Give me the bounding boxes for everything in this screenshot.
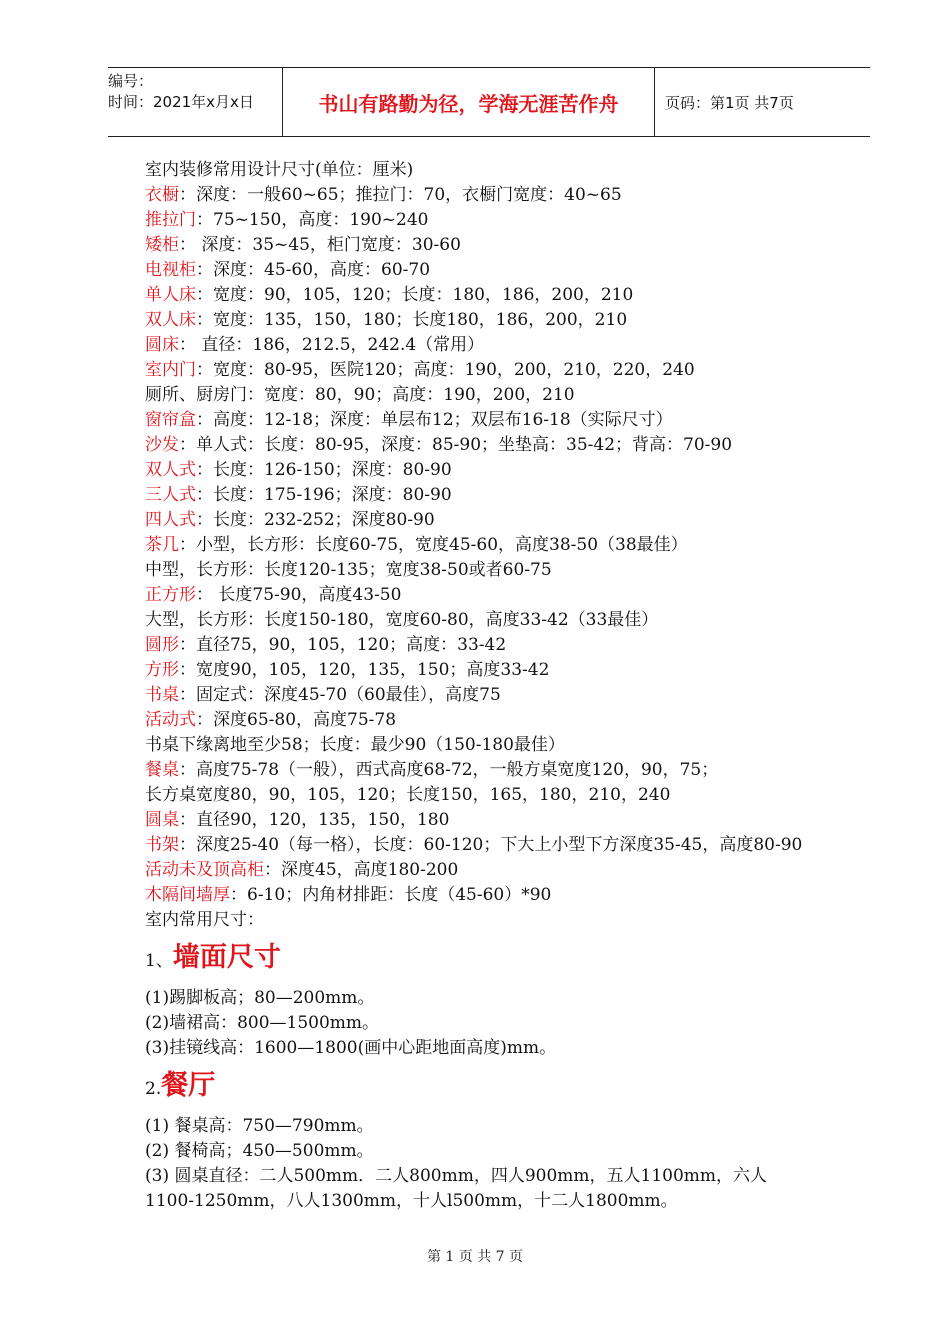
dimension-line [145,658,813,683]
header-meta [108,68,283,136]
item-text: ： 长度75-90，高度43-50 [196,585,402,605]
item-text: ：单人式：长度：80-95，深度：85-90；坐垫高：35-42；背高：70-90 [179,435,733,455]
item-text: ：固定式：深度45-70（60最佳），高度75 [179,685,501,705]
dimension-line [145,483,813,508]
section-number: 2. [145,1079,162,1099]
dimension-line [145,458,813,483]
dimension-line [145,183,813,208]
list-item: (2)墙裙高：800—1500mm。 [145,1013,380,1033]
item-label: 茶几 [145,535,179,555]
dimension-line [145,833,813,858]
section-heading-dining [145,1067,813,1108]
item-text: 书桌下缘离地至少58；长度：最少90（150-180最佳） [145,735,565,755]
section-title: 餐厅 [161,1070,216,1101]
item-label: 室内门 [145,360,196,380]
item-text: ：深度65-80，高度75-78 [196,710,397,730]
item-label: 双人床 [145,310,196,330]
page-footer: 第 1 页 共 7 页 [426,1249,524,1265]
dimension-line [145,233,813,258]
item-text: ：75~150，高度：190~240 [196,210,429,230]
dimension-line [145,808,813,833]
item-label: 正方形 [145,585,196,605]
item-text: ： 直径：186，212.5，242.4（常用） [179,335,485,355]
dimension-line [145,408,813,433]
item-label: 方形 [145,660,179,680]
dimension-line [145,608,813,633]
item-label: 圆桌 [145,810,179,830]
section-title: 墙面尺寸 [172,942,281,973]
item-text: ：宽度：135，150，180；长度180，186，200，210 [196,310,628,330]
dimension-line [145,283,813,308]
item-label: 书桌 [145,685,179,705]
dimension-line [145,583,813,608]
dimension-list [145,158,813,933]
item-label: 电视柜 [145,260,196,280]
header-page-info: 页码：第1页 共7页 [665,93,794,112]
header-motto: 书山有路勤为径，学海无涯苦作舟 [283,68,655,136]
dimension-line [145,708,813,733]
item-label: 活动未及顶高柜 [145,860,264,880]
item-text: ：宽度90，105，120，135，150；高度33-42 [179,660,550,680]
list-item: (2) 餐椅高；450—500mm。 [145,1141,374,1161]
dimension-line [145,683,813,708]
item-label: 四人式 [145,510,196,530]
dimension-line [145,908,813,933]
dimension-line [145,308,813,333]
item-label: 圆形 [145,635,179,655]
list-item: (3)挂镜线高：1600—1800(画中心距地面高度)mm。 [145,1038,557,1058]
item-label: 活动式 [145,710,196,730]
item-label: 矮柜 [145,235,179,255]
document-body [145,158,813,1214]
item-label: 推拉门 [145,210,196,230]
dimension-line [145,158,813,183]
item-text: ：宽度：90，105，120；长度：180，186，200，210 [196,285,634,305]
item-label: 书架 [145,835,179,855]
dimension-line [145,783,813,808]
serial-label: 编号： [108,72,154,90]
item-label: 圆床 [145,335,179,355]
item-text: 长方桌宽度80，90，105，120；长度150，165，180，210，240 [145,785,671,805]
dimension-line [145,733,813,758]
list-item: (3) 圆桌直径：二人500mm．二人800mm，四人900mm，五人1100mm，六人1100-1250mm，八人1300mm，十人l500mm，十二人1800mm。 [145,1166,768,1211]
time-label: 时间：2021年x月x日 [108,93,254,111]
item-text: ：深度：45-60，高度：60-70 [196,260,431,280]
dimension-line [145,508,813,533]
dimension-line [145,258,813,283]
page-header [108,67,870,137]
item-text: ：长度：232-252；深度80-90 [196,510,435,530]
section-heading-wall [145,939,813,980]
list-item: (1) 餐桌高：750—790mm。 [145,1116,374,1136]
item-label: 餐桌 [145,760,179,780]
item-text: ：高度：12-18；深度：单层布12；双层布16-18（实际尺寸） [196,410,673,430]
item-text: ：小型，长方形：长度60-75，宽度45-60，高度38-50（38最佳） [179,535,688,555]
dimension-line [145,383,813,408]
item-label: 单人床 [145,285,196,305]
item-text: ：高度75-78（一般），西式高度68-72，一般方桌宽度120，90，75； [179,760,719,780]
item-label: 衣橱 [145,185,179,205]
item-text: ：深度45，高度180-200 [264,860,459,880]
item-text: ：直径90，120，135，150，180 [179,810,450,830]
dimension-line [145,758,813,783]
item-text: ：宽度：80-95，医院120；高度：190，200，210，220，240 [196,360,695,380]
section-number: 1、 [145,951,173,971]
item-label: 沙发 [145,435,179,455]
item-text: ：直径75，90，105，120；高度：33-42 [179,635,507,655]
item-text: ：长度：175-196；深度：80-90 [196,485,452,505]
item-label: 窗帘盒 [145,410,196,430]
dimension-line [145,358,813,383]
item-text: 厕所、厨房门：宽度：80，90；高度：190，200，210 [145,385,575,405]
item-text: 室内装修常用设计尺寸(单位：厘米) [145,160,414,180]
dimension-line [145,633,813,658]
dimension-line [145,433,813,458]
dimension-line [145,533,813,558]
item-text: ：深度：一般60~65；推拉门：70，衣橱门宽度：40~65 [179,185,622,205]
item-label: 双人式 [145,460,196,480]
item-text: ：6-10；内角材排距：长度（45-60）*90 [230,885,552,905]
dimension-line [145,883,813,908]
item-text: ：长度：126-150；深度：80-90 [196,460,452,480]
item-text: 大型，长方形：长度150-180，宽度60-80，高度33-42（33最佳） [145,610,659,630]
item-text: ：深度25-40（每一格），长度：60-120；下大上小型下方深度35-45，高度80-90 [179,835,803,855]
item-text: 中型，长方形：长度120-135；宽度38-50或者60-75 [145,560,552,580]
item-text: ： 深度：35~45，柜门宽度：30-60 [179,235,461,255]
dimension-line [145,208,813,233]
item-label: 三人式 [145,485,196,505]
item-label: 木隔间墙厚 [145,885,230,905]
item-text: 室内常用尺寸： [145,910,264,930]
dimension-line [145,558,813,583]
dimension-line [145,333,813,358]
list-item: (1)踢脚板高；80—200mm。 [145,988,375,1008]
dimension-line [145,858,813,883]
